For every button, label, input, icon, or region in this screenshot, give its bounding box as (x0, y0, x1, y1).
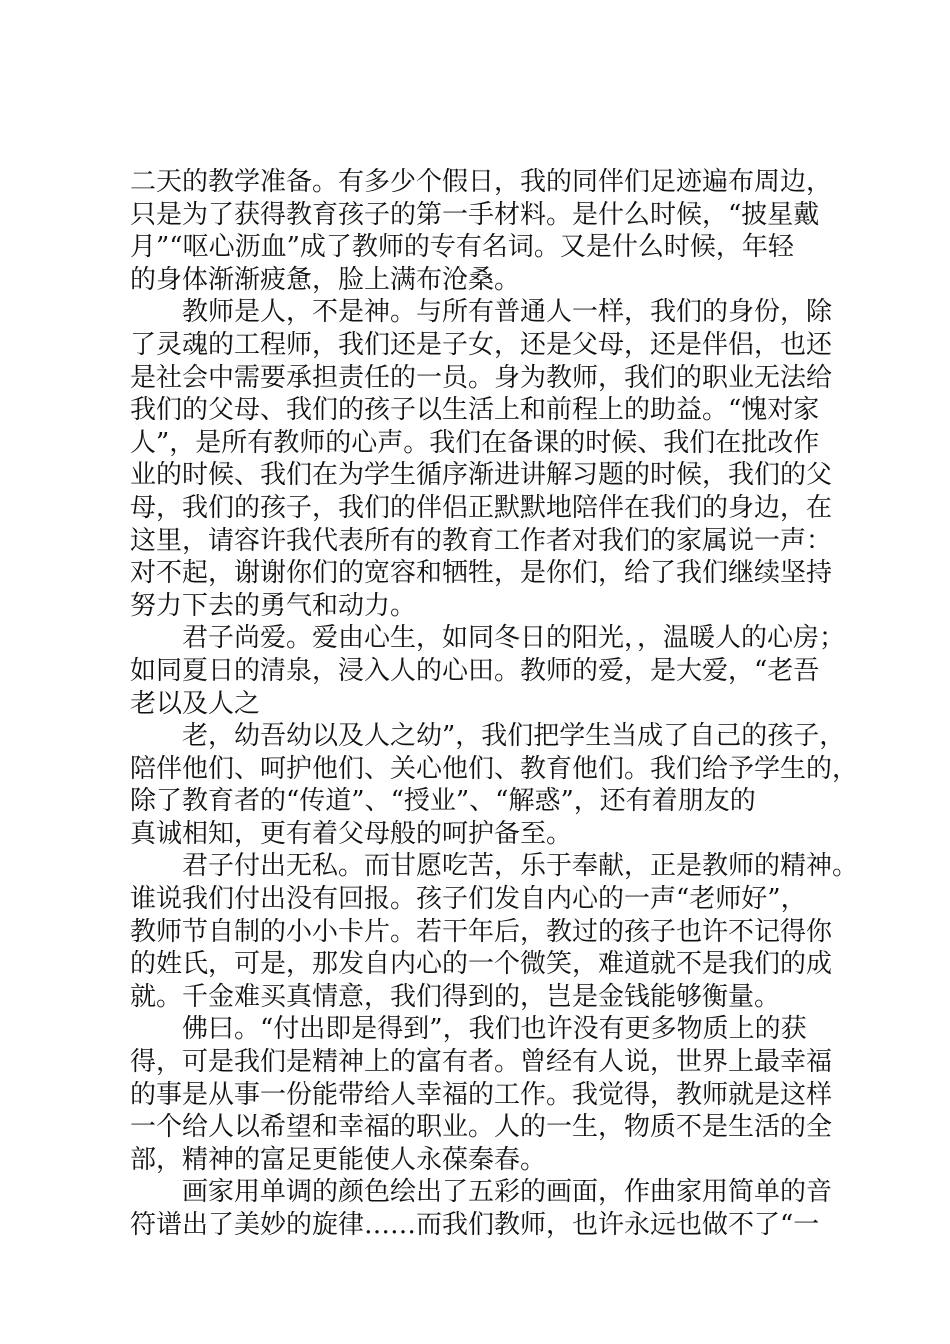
text-line: 符谱出了美妙的旋律……而我们教师，也许永远也做不了“一 (130, 1210, 820, 1240)
text-line: 的姓氏，可是，那发自内心的一个微笑，难道就不是我们的成 (130, 949, 833, 980)
text-line: 的身体渐渐疲惫，脸上满布沧桑。 (130, 264, 521, 295)
text-line: 二天的教学准备。有多少个假日，我的同伴们足迹遍布周边， (130, 167, 833, 197)
text-line: 月”“呕心沥血”成了教师的专有名词。又是什么时候，年轻 (130, 232, 794, 263)
text-line: 君子付出无私。而甘愿吃苦，乐于奉献，正是教师的精神。 (182, 851, 859, 882)
text-line: 努力下去的勇气和动力。 (130, 590, 417, 621)
text-line: 真诚相知，更有着父母般的呵护备至。 (130, 818, 573, 849)
text-line: 如同夏日的清泉，浸入人的心田。教师的爱，是大爱，“老吾 (130, 655, 820, 686)
text-line: 母，我们的孩子，我们的伴侣正默默地陪伴在我们的身边，在 (130, 492, 833, 523)
text-line: 我们的父母、我们的孩子以生活上和前程上的助益。“愧对家 (130, 395, 820, 426)
text-line: 教师节自制的小小卡片。若干年后，教过的孩子也许不记得你 (130, 916, 833, 947)
text-line: 对不起，谢谢你们的宽容和牺牲，是你们，给了我们继续坚持 (130, 558, 833, 589)
document-body (130, 166, 859, 1242)
text-line: 了灵魂的工程师，我们还是子女，还是父母，还是伴侣，也还 (130, 329, 833, 360)
text-line: 谁说我们付出没有回报。孩子们发自内心的一声“老师好”， (130, 884, 807, 915)
text-line: 教师是人，不是神。与所有普通人一样，我们的身份，除 (182, 297, 833, 328)
text-line: 老，幼吾幼以及人之幼”，我们把学生当成了自己的孩子， (182, 721, 846, 752)
text-line: 一个给人以希望和幸福的职业。人的一生，物质不是生活的全 (130, 1112, 833, 1143)
text-line: 业的时候、我们在为学生循序渐进讲解习题的时候，我们的父 (130, 460, 833, 491)
text-line: 得，可是我们是精神上的富有者。曾经有人说，世界上最幸福 (130, 1047, 833, 1078)
text-line: 陪伴他们、呵护他们、关心他们、教育他们。我们给予学生的， (130, 753, 859, 784)
text-line: 部，精神的富足更能使人永葆秦春。 (130, 1144, 547, 1175)
text-line: 只是为了获得教育孩子的第一手材料。是什么时候，“披星戴 (130, 199, 820, 230)
text-line: 的事是从事一份能带给人幸福的工作。我觉得，教师就是这样 (130, 1079, 833, 1110)
text-line: 这里，请容许我代表所有的教育工作者对我们的家属说一声： (130, 525, 833, 556)
text-line: 就。千金难买真情意，我们得到的，岂是金钱能够衡量。 (130, 981, 781, 1012)
text-line: 佛曰。“付出即是得到”，我们也许没有更多物质上的获 (182, 1014, 807, 1045)
text-line: 人”，是所有教师的心声。我们在备课的时候、我们在批改作 (130, 427, 820, 458)
text-line: 除了教育者的“传道”、“授业”、“解惑”，还有着朋友的 (130, 786, 756, 817)
text-line: 老以及人之 (130, 688, 261, 719)
text-line: 是社会中需要承担责任的一员。身为教师，我们的职业无法给 (130, 362, 833, 393)
text-line: 画家用单调的颜色绘出了五彩的画面，作曲家用简单的音 (182, 1177, 833, 1208)
text-line: 君子尚爱。爱由心生，如同冬日的阳光，，温暖人的心房； (182, 623, 846, 654)
